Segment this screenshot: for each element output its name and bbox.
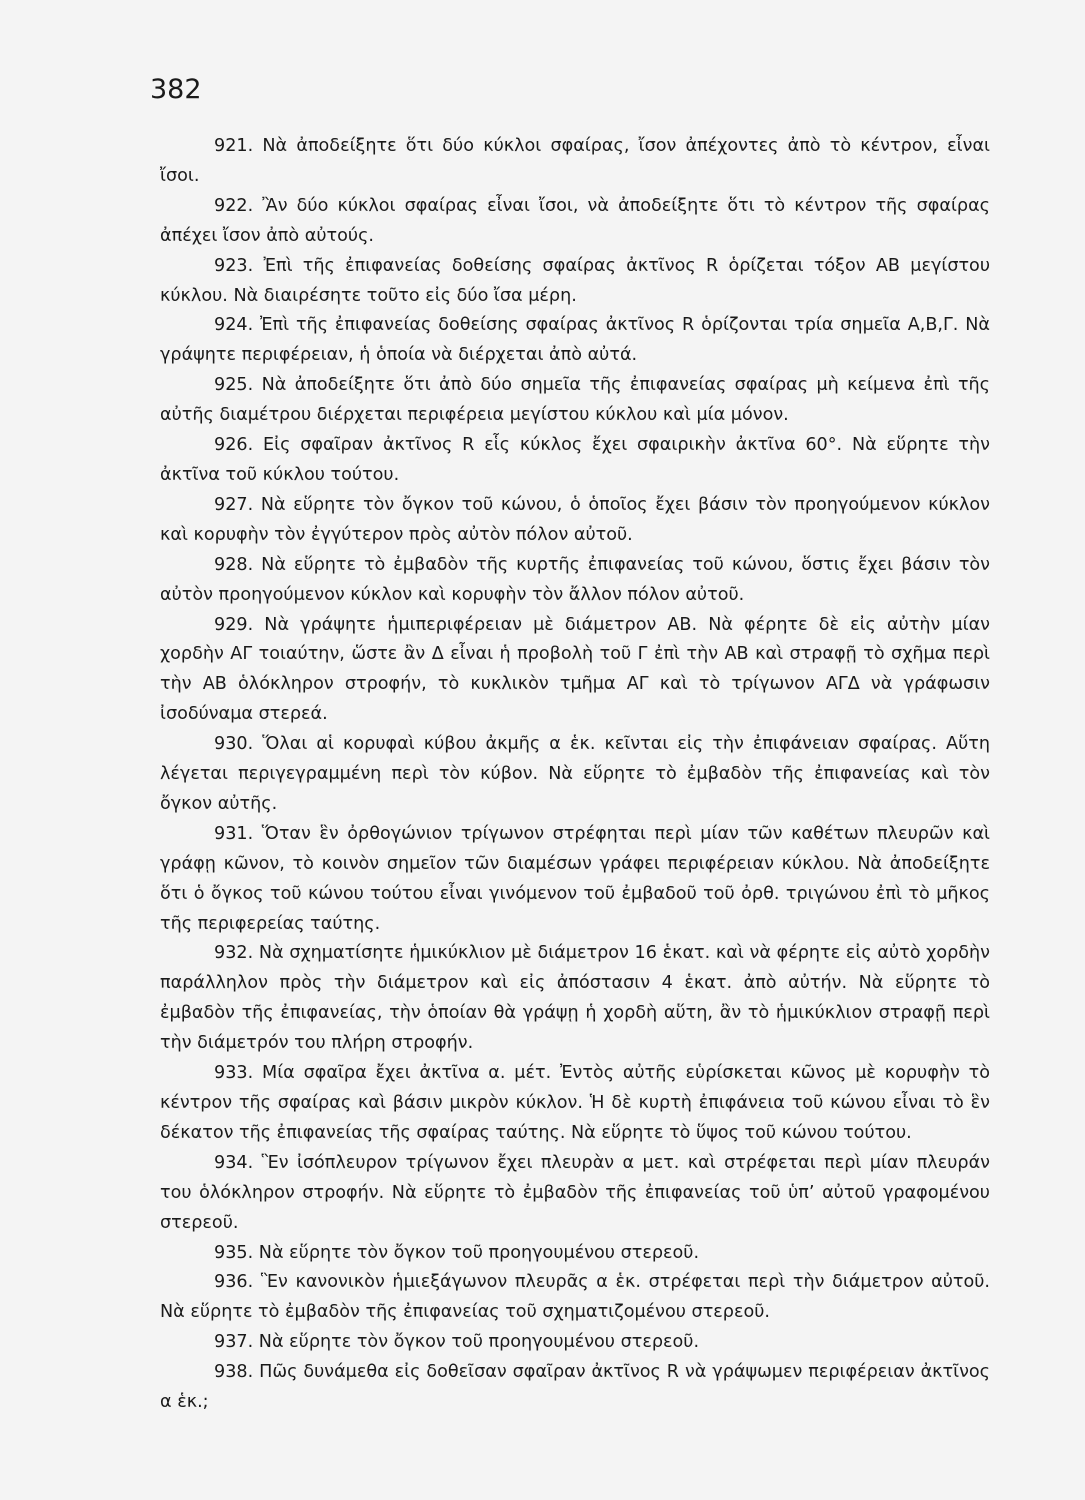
problem-number: 935. xyxy=(214,1242,254,1263)
problem-number: 937. xyxy=(214,1332,254,1353)
page-number: 382 xyxy=(150,74,202,105)
problem-927 xyxy=(160,491,990,551)
problem-text: Μία σφαῖρα ἔχει ἀκτῖνα α. μέτ. Ἐντὸς αὐτῆς εὑρίσκεται κῶνος μὲ κορυφὴν τὸ κέντρον τῆς σφαίρας καὶ βάσιν μικρὸν κύκλον. Ἡ δὲ κυρτὴ ἐπιφάνεια τοῦ κώνου εἶναι τὸ ἓν δέκατον τῆς ἐπιφανείας τῆς σφαίρας ταύτης. Νὰ εὕρητε τὸ ὕψος τοῦ κώνου τούτου. xyxy=(160,1063,991,1143)
problem-text: Νὰ γράψητε ἡμιπεριφέρειαν μὲ διάμετρον ΑΒ. Νὰ φέρητε δὲ εἰς αὐτὴν μίαν χορδὴν ΑΓ τοιαύτην, ὥστε ἂν Δ εἶναι ἡ προβολὴ τοῦ Γ ἐπὶ τὴν ΑΒ καὶ στραφῇ τὸ σχῆμα περὶ τὴν ΑΒ ὁλόκληρον στροφήν, τὸ κυκλικὸν τμῆμα ΑΓ καὶ τὸ τρίγωνον ΑΓΔ νὰ γράφωσιν ἰσοδύναμα στερεά. xyxy=(160,614,990,725)
problem-922 xyxy=(160,192,990,252)
problem-text: Εἰς σφαῖραν ἀκτῖνος R εἷς κύκλος ἔχει σφαιρικὴν ἀκτῖνα 60°. Νὰ εὕρητε τὴν ἀκτῖνα τοῦ κύκλου τούτου. xyxy=(160,435,991,485)
problem-931 xyxy=(160,820,990,940)
problem-number: 932. xyxy=(214,943,254,964)
problem-number: 924. xyxy=(214,315,254,336)
problem-number: 933. xyxy=(214,1063,254,1084)
problem-936 xyxy=(160,1268,990,1328)
problem-text: Νὰ ἀποδείξητε ὅτι ἀπὸ δύο σημεῖα τῆς ἐπιφανείας σφαίρας μὴ κείμενα ἐπὶ τῆς αὐτῆς διαμέτρου διέρχεται περιφέρεια μεγίστου κύκλου καὶ μία μόνον. xyxy=(160,375,991,426)
problem-932 xyxy=(160,939,990,1059)
problem-text: Πῶς δυνάμεθα εἰς δοθεῖσαν σφαῖραν ἀκτῖνος R νὰ γράψωμεν περιφέρειαν ἀκτῖνος α ἑκ.; xyxy=(160,1362,990,1413)
problem-number: 934. xyxy=(214,1152,254,1173)
problem-text: Νὰ εὕρητε τὸν ὄγκον τοῦ προηγουμένου στερεοῦ. xyxy=(258,1242,700,1263)
problem-number: 921. xyxy=(214,136,254,156)
problem-list xyxy=(160,132,990,1418)
problem-text: Ἂν δύο κύκλοι σφαίρας εἶναι ἴσοι, νὰ ἀποδείξητε ὅτι τὸ κέντρον τῆς σφαίρας ἀπέχει ἴσον ἀπὸ αὐτούς. xyxy=(160,195,991,246)
problem-number: 930. xyxy=(214,734,254,755)
problem-929 xyxy=(160,611,990,731)
problem-number: 929. xyxy=(214,614,254,635)
problem-934 xyxy=(160,1149,990,1239)
problem-number: 925. xyxy=(214,375,254,396)
problem-text: Νὰ εὕρητε τὸ ἐμβαδὸν τῆς κυρτῆς ἐπιφανείας τοῦ κώνου, ὅστις ἔχει βάσιν τὸν αὐτὸν προηγούμενον κύκλον καὶ κορυφὴν τὸν ἄλλον πόλον αὐτοῦ. xyxy=(160,554,991,605)
problem-number: 926. xyxy=(214,435,254,456)
problem-937 xyxy=(160,1328,990,1358)
problem-924 xyxy=(160,311,990,371)
problem-930 xyxy=(160,730,990,820)
problem-text: Νὰ ἀποδείξητε ὅτι δύο κύκλοι σφαίρας, ἴσον ἀπέχοντες ἀπὸ τὸ κέντρον, εἶναι ἴσοι. xyxy=(160,136,990,186)
problem-text: Ἐπὶ τῆς ἐπιφανείας δοθείσης σφαίρας ἀκτῖνος R ὁρίζονται τρία σημεῖα Α,Β,Γ. Νὰ γράψητε περιφέρειαν, ἡ ὁποία νὰ διέρχεται ἀπὸ αὐτά. xyxy=(160,315,990,366)
problem-text: Ἓν κανονικὸν ἡμιεξάγωνον πλευρᾶς α ἑκ. στρέφεται περὶ τὴν διάμετρον αὐτοῦ. Νὰ εὕρητε τὸ ἐμβαδὸν τῆς ἐπιφανείας τοῦ σχηματιζομένου στερεοῦ. xyxy=(160,1272,990,1323)
problem-number: 928. xyxy=(214,554,254,575)
problem-921 xyxy=(160,132,990,192)
problem-text: Ὅλαι αἱ κορυφαὶ κύβου ἀκμῆς α ἑκ. κεῖνται εἰς τὴν ἐπιφάνειαν σφαίρας. Αὕτη λέγεται περιγεγραμμένη περὶ τὸν κύβον. Νὰ εὕρητε τὸ ἐμβαδὸν τῆς ἐπιφανείας καὶ τὸν ὄγκον αὐτῆς. xyxy=(160,734,990,814)
problem-text: Ἐπὶ τῆς ἐπιφανείας δοθείσης σφαίρας ἀκτῖνος R ὁρίζεται τόξον ΑΒ μεγίστου κύκλου. Νὰ διαιρέσητε τοῦτο εἰς δύο ἴσα μέρη. xyxy=(160,255,991,306)
problem-938 xyxy=(160,1358,990,1418)
problem-text: Νὰ εὕρητε τὸν ὄγκον τοῦ κώνου, ὁ ὁποῖος ἔχει βάσιν τὸν προηγούμενον κύκλον καὶ κορυφὴν τὸν ἐγγύτερον πρὸς αὐτὸν πόλον αὐτοῦ. xyxy=(160,494,990,545)
problem-number: 938. xyxy=(214,1362,254,1383)
problem-number: 936. xyxy=(214,1272,254,1293)
problem-number: 931. xyxy=(214,823,254,844)
problem-926 xyxy=(160,431,990,491)
problem-923 xyxy=(160,252,990,312)
problem-number: 922. xyxy=(214,195,254,216)
problem-935 xyxy=(160,1239,990,1269)
problem-925 xyxy=(160,371,990,431)
problem-text: Νὰ σχηματίσητε ἡμικύκλιον μὲ διάμετρον 16 ἑκατ. καὶ νὰ φέρητε εἰς αὐτὸ χορδὴν παράλληλον πρὸς τὴν διάμετρον καὶ εἰς ἀπόστασιν 4 ἑκατ. ἀπὸ αὐτήν. Νὰ εὕρητε τὸ ἐμβαδὸν τῆς ἐπιφανείας, τὴν ὁποίαν θὰ γράψῃ ἡ χορδὴ αὕτη, ἂν τὸ ἡμικύκλιον στραφῇ περὶ τὴν διάμετρόν του πλήρη στροφήν. xyxy=(160,943,990,1054)
problem-number: 923. xyxy=(214,255,254,276)
problem-928 xyxy=(160,551,990,611)
problem-text: Ἓν ἰσόπλευρον τρίγωνον ἔχει πλευρὰν α μετ. καὶ στρέφεται περὶ μίαν πλευράν του ὁλόκληρον στροφήν. Νὰ εὕρητε τὸ ἐμβαδὸν τῆς ἐπιφανείας τοῦ ὑπ’ αὐτοῦ γραφομένου στερεοῦ. xyxy=(160,1152,991,1233)
problem-text: Νὰ εὕρητε τὸν ὄγκον τοῦ προηγουμένου στερεοῦ. xyxy=(258,1332,700,1353)
problem-number: 927. xyxy=(214,494,254,515)
problem-933 xyxy=(160,1059,990,1149)
problem-text: Ὅταν ἓν ὀρθογώνιον τρίγωνον στρέφηται περὶ μίαν τῶν καθέτων πλευρῶν καὶ γράφῃ κῶνον, τὸ κοινὸν σημεῖον τῶν διαμέσων γράφει περιφέρειαν κύκλου. Νὰ ἀποδείξητε ὅτι ὁ ὄγκος τοῦ κώνου τούτου εἶναι γινόμενον τοῦ ἐμβαδοῦ τοῦ ὀρθ. τριγώνου ἐπὶ τὸ μῆκος τῆς περιφερείας ταύτης. xyxy=(160,823,990,934)
